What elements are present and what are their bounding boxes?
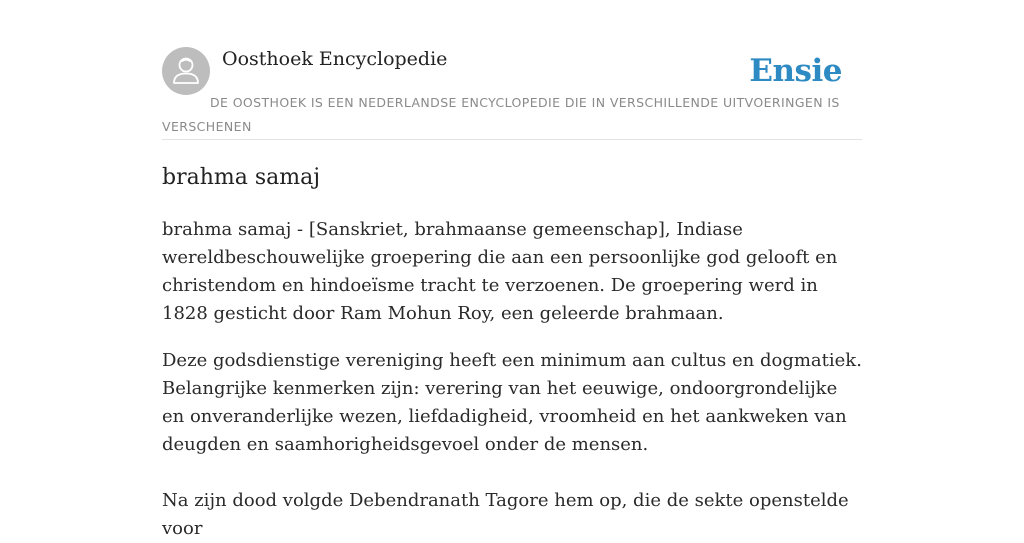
article-paragraph-3: Na zijn dood volgde Debendranath Tagore hem op, die de sekte openstelde voor <box>162 490 849 539</box>
source-name-link[interactable]: Oosthoek Encyclopedie <box>222 48 448 70</box>
source-header <box>162 47 862 140</box>
user-icon <box>162 47 210 95</box>
source-avatar[interactable] <box>162 47 210 95</box>
article <box>162 160 862 543</box>
source-description: DE OOSTHOEK IS EEN NEDERLANDSE ENCYCLOPEDIE DIE IN VERSCHILLENDE UITVOERINGEN IS VERSCHENEN <box>162 95 840 134</box>
article-paragraph-2: Deze godsdienstige vereniging heeft een minimum aan cultus en dogmatiek. Belangrijke kenmerken zijn: verering van het eeuwige, ondoorgrondelijke en onveranderlijke wezen, liefdadigheid, vroomheid en het aankweken van deugden en saamhorigheidsgevoel onder de mensen. <box>162 350 862 455</box>
ensie-logo[interactable]: Ensie <box>749 53 842 89</box>
article-title: brahma samaj <box>162 165 321 190</box>
article-paragraph-1: brahma samaj - [Sanskriet, brahmaanse gemeenschap], Indiase wereldbeschouwelijke groepering die aan een persoonlijke god gelooft en christendom en hindoeïsme tracht te verzoenen. De groepering werd in 1828 gesticht door Ram Mohun Roy, een geleerde brahmaan. <box>162 219 838 324</box>
